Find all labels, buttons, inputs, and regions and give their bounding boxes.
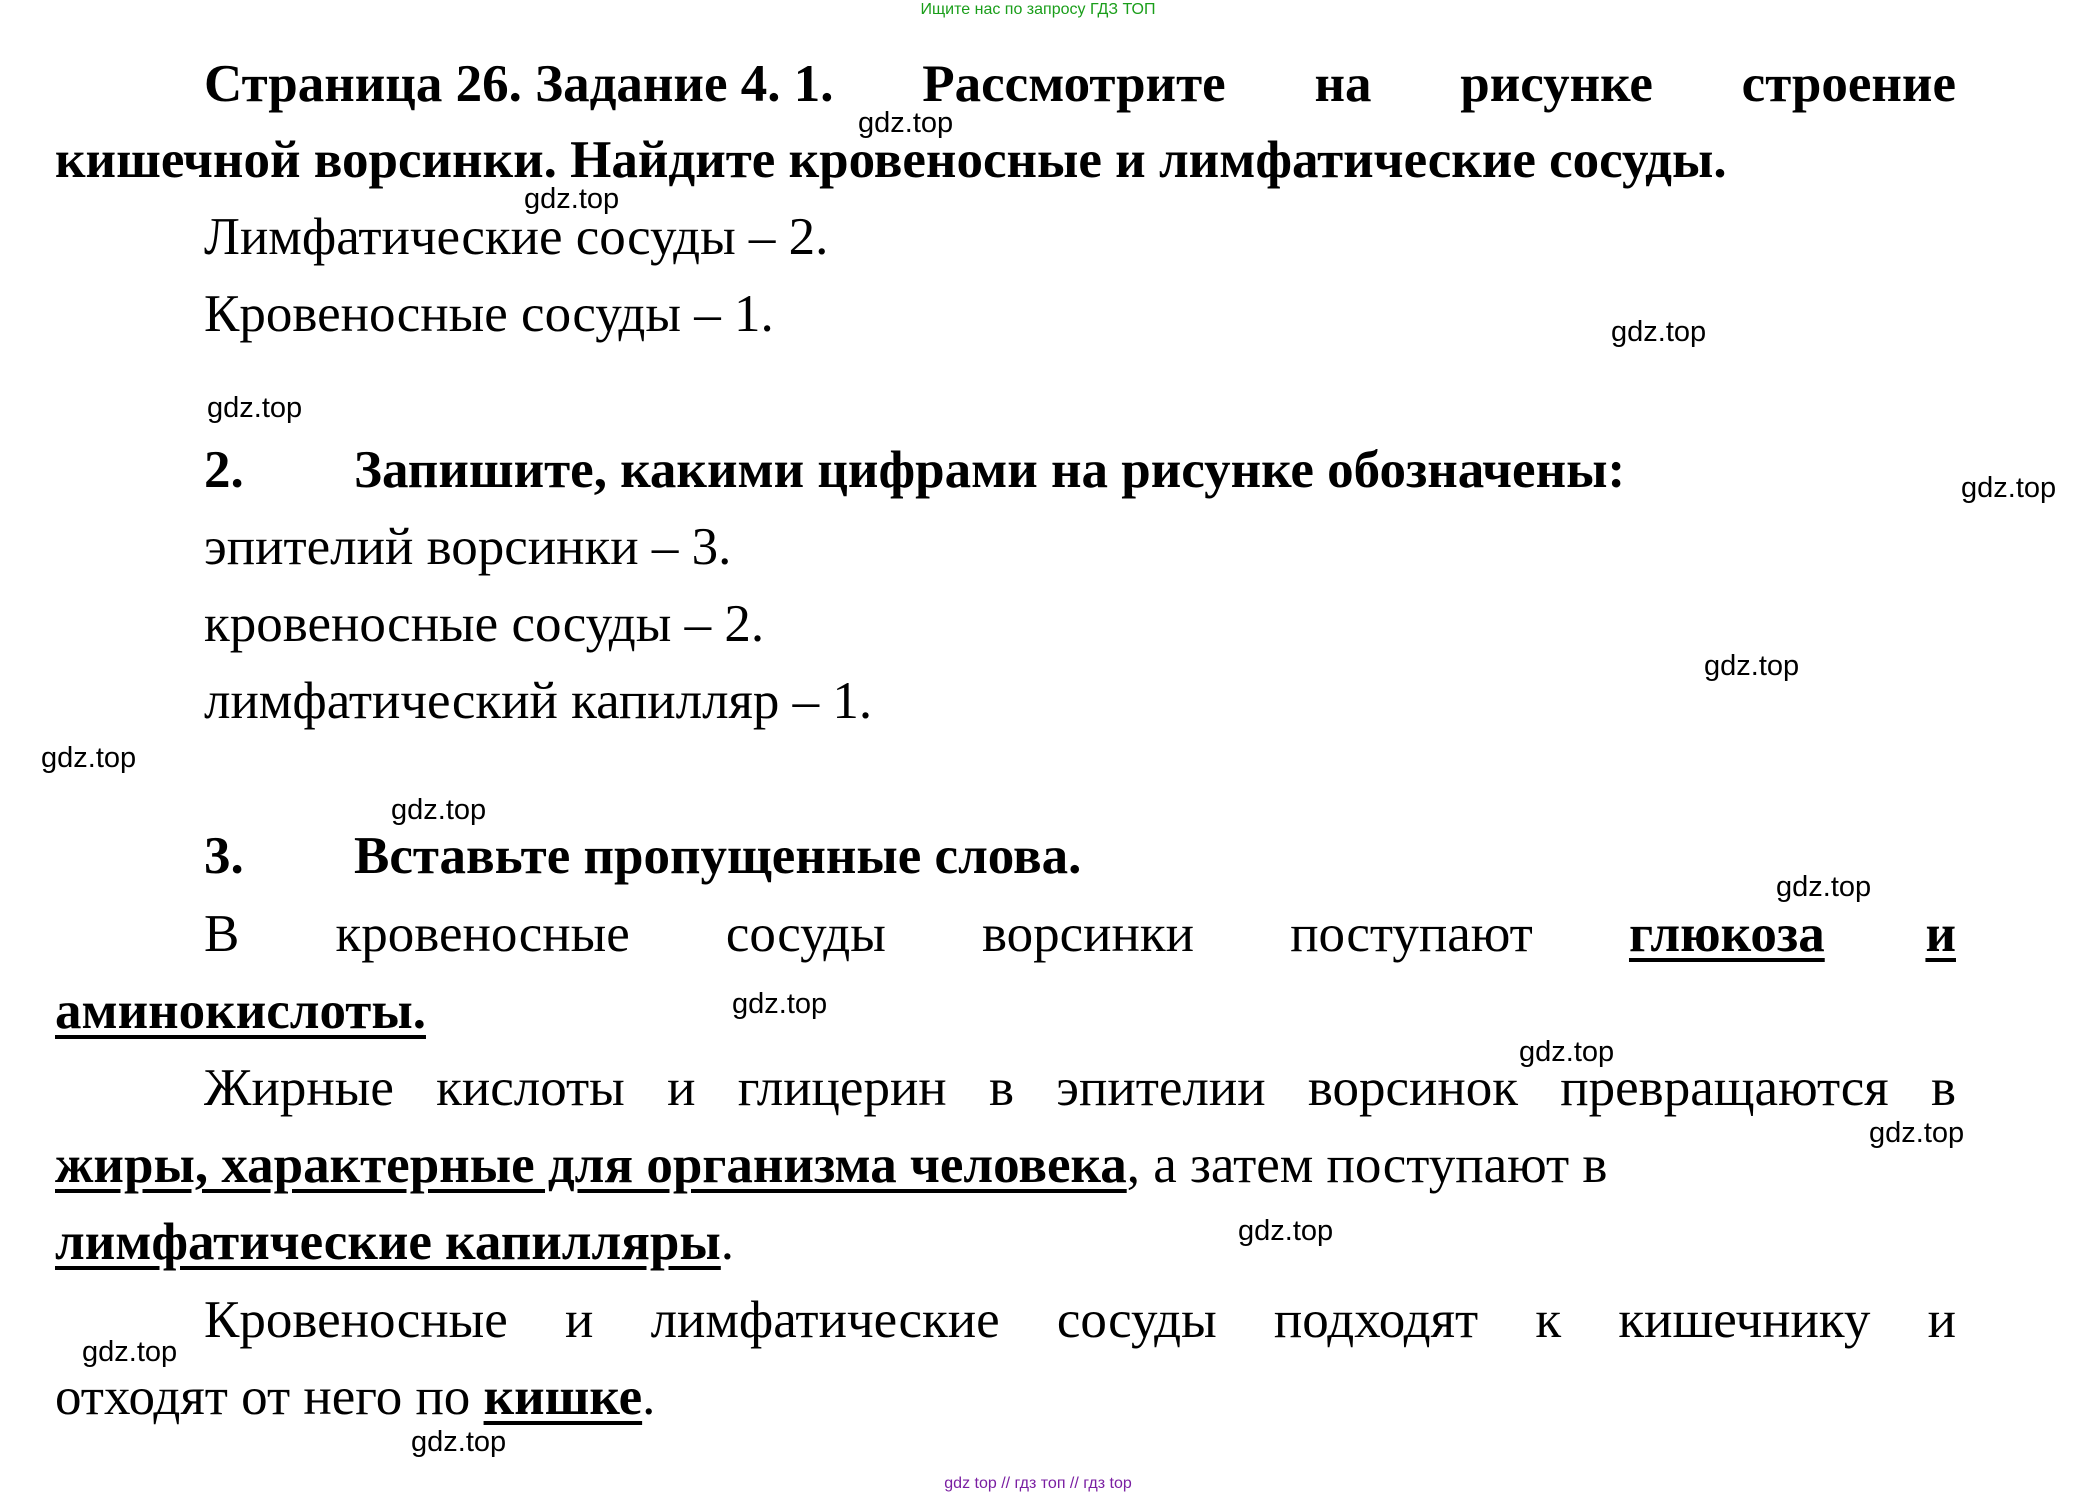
sentence-text: отходят от него по <box>55 1368 484 1426</box>
task1-heading-line2: кишечной ворсинки. Найдите кровеносные и лимфатические сосуды. <box>55 131 1727 189</box>
word: ворсинок <box>1307 1059 1519 1117</box>
task3-sentence2-line2 <box>55 1133 1956 1197</box>
word: и <box>565 1291 594 1349</box>
task2-answer-blood-vessels: кровеносные сосуды – 2. <box>204 595 765 653</box>
word: и <box>1927 1291 1956 1349</box>
word: сосуды <box>1056 1291 1217 1349</box>
answer-glucose <box>1629 902 1956 966</box>
task3-sentence1-line1 <box>204 902 1956 966</box>
word: В <box>204 905 240 963</box>
task1-answer-blood: Кровеносные сосуды – 1. <box>204 285 774 343</box>
header-note <box>0 0 2076 20</box>
watermark: gdz.top <box>82 1336 178 1368</box>
word: лимфатические <box>650 1291 1000 1349</box>
task2-number: 2. <box>204 441 244 499</box>
word: глицерин <box>737 1059 947 1117</box>
watermark: gdz.top <box>1611 316 1707 348</box>
answer-intestine: кишке <box>483 1368 643 1426</box>
watermark: gdz.top <box>411 1426 507 1458</box>
task1-heading-part: строение <box>1741 55 1956 113</box>
word: кишечнику <box>1618 1291 1871 1349</box>
task3-sentence1-line2 <box>55 979 1956 1043</box>
word: эпителии <box>1056 1059 1266 1117</box>
task2-title: Запишите, какими цифрами на рисунке обозначены: <box>354 441 1626 499</box>
word: кислоты <box>436 1059 625 1117</box>
task2-heading <box>204 438 1956 502</box>
word: в <box>1930 1059 1956 1117</box>
task3-sentence3-line2 <box>55 1365 1956 1429</box>
watermark: gdz.top <box>524 183 620 215</box>
footer-note-text: gdz top // гдз топ // гдз top <box>944 1475 1132 1492</box>
sentence-text: , а затем поступают в <box>1126 1136 1608 1194</box>
answer-word: глюкоза <box>1628 905 1825 963</box>
word: в <box>988 1059 1014 1117</box>
answer-fats: жиры, характерные для организма человека <box>55 1136 1127 1194</box>
header-note-text: Ищите нас по запросу ГДЗ ТОП <box>920 1 1156 18</box>
task3-sentence2-line1 <box>204 1056 1956 1120</box>
task3-sentence2-line3 <box>55 1210 1956 1274</box>
watermark: gdz.top <box>1776 871 1872 903</box>
watermark: gdz.top <box>207 392 303 424</box>
task1-answer-lymph: Лимфатические сосуды – 2. <box>204 208 829 266</box>
watermark: gdz.top <box>41 742 137 774</box>
watermark: gdz.top <box>1869 1117 1965 1149</box>
word: ворсинки <box>981 905 1195 963</box>
sentence-text: . <box>720 1213 735 1271</box>
task3-sentence3-line1 <box>204 1288 1956 1352</box>
answer-word: и <box>1925 905 1956 963</box>
watermark: gdz.top <box>1238 1215 1334 1247</box>
word: кровеносные <box>335 905 630 963</box>
task1-heading-part: Страница 26. Задание 4. 1. <box>204 55 834 113</box>
answer-lymph-capillaries: лимфатические капилляры <box>55 1213 721 1271</box>
task1-heading-line1 <box>204 52 1956 116</box>
watermark: gdz.top <box>1519 1036 1615 1068</box>
word: подходят <box>1273 1291 1479 1349</box>
task2-answer-lymph-capillary: лимфатический капилляр – 1. <box>204 672 873 730</box>
task1-heading-part: на <box>1314 55 1372 113</box>
watermark: gdz.top <box>732 988 828 1020</box>
word: превращаются <box>1560 1059 1889 1117</box>
task3-heading <box>204 824 1956 888</box>
word: Жирные <box>204 1059 394 1117</box>
watermark: gdz.top <box>858 107 954 139</box>
watermark: gdz.top <box>1961 472 2057 504</box>
sentence-text: . <box>642 1368 656 1426</box>
word: и <box>667 1059 696 1117</box>
task2-answer-epithelium: эпителий ворсинки – 3. <box>204 518 732 576</box>
task1-heading-part: Рассмотрите <box>922 55 1226 113</box>
word: к <box>1535 1291 1562 1349</box>
word: сосуды <box>725 905 886 963</box>
word: Кровеносные <box>204 1291 508 1349</box>
watermark: gdz.top <box>1704 650 1800 682</box>
watermark: gdz.top <box>391 794 487 826</box>
word: поступают <box>1290 905 1533 963</box>
task3-title: Вставьте пропущенные слова. <box>354 827 1082 885</box>
task1-heading-part: рисунке <box>1460 55 1653 113</box>
footer-note <box>0 1474 2076 1494</box>
task3-number: 3. <box>204 827 244 885</box>
answer-amino-acids: аминокислоты. <box>55 982 426 1040</box>
